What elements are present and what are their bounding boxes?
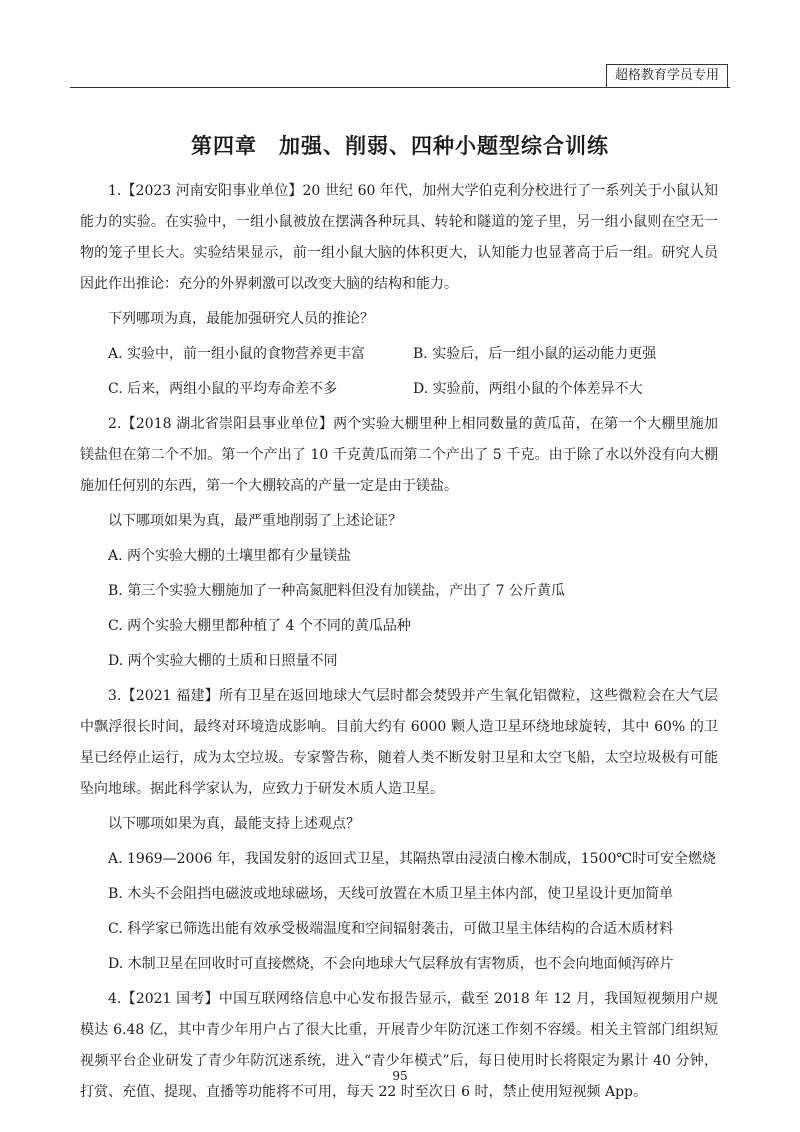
question-text: 2.【2018 湖北省崇阳县事业单位】两个实验大棚里种上相同数量的黄瓜苗，在第一个大棚里施加镁盐但在第二个不加。第一个产出了 10 千克黄瓜而第二个产出了 5 千克。由于除了水以外没有向大棚施加任何别的东西，第一个大棚较高的产量一定是由于镁盐。 (80, 416, 718, 494)
question-text: 4.【2021 国考】中国互联网络信息中心发布报告显示，截至 2018 年 12 月，我国短视频用户规模达 6.48 亿，其中青少年用户占了很大比重，开展青少年防沉迷工作刻不容缓。相关主管部门组织短视频平台企业研发了青少年防沉迷系统，进入“青少年模式”后，每日使用时长将限定为累计 40 分钟，打赏、充值、提现、直播等功能将不可用，每天 22 时至次日 6 时，禁止使用短视频 App。 (80, 991, 718, 1100)
option-row (80, 339, 718, 370)
question-text: 3.【2021 福建】所有卫星在返回地球大气层时都会焚毁并产生氧化铝微粒，这些微粒会在大气层中飘浮很长时间，最终对环境造成影响。目前大约有 6000 颗人造卫星环绕地球旋转，其中 60% 的卫星已经停止运行，成为太空垃圾。专家警告称，随着人类不断发射卫星和太空飞船，太空垃圾极有可能坠向地球。据此科学家认为，应致力于研发木质人造卫星。 (80, 688, 718, 797)
option-d: D. 实验前，两组小鼠的个体差异不大 (413, 381, 643, 397)
option-d: D. 木制卫星在回收时可直接燃烧，不会向地球大气层释放有害物质，也不会向地面倾泻碎片 (108, 956, 674, 972)
question-list (80, 172, 718, 1108)
header-divider (70, 87, 730, 88)
option-a: A. 两个实验大棚的土壤里都有少量镁盐 (108, 548, 352, 564)
question-stem: 以下哪项如果为真，最能支持上述观点？ (108, 816, 360, 832)
question-2 (80, 409, 718, 677)
page-number: 95 (392, 1069, 408, 1083)
option-d: D. 两个实验大棚的土质和日照量不同 (108, 653, 338, 669)
option-a: A. 1969—2006 年，我国发射的返回式卫星，其隔热罩由浸渍白橡木制成，1500℃时可安全燃烧 (108, 851, 717, 867)
question-1 (80, 176, 718, 405)
question-4 (80, 984, 718, 1108)
chapter-title: 第四章 加强、削弱、四种小题型综合训练 (191, 133, 609, 158)
option-c: C. 科学家已筛选出能有效承受极端温度和空间辐射袭击，可做卫星主体结构的合适木质材料 (108, 921, 674, 937)
option-row (80, 374, 718, 405)
option-b: B. 木头不会阻挡电磁波或地球磁场，天线可放置在木质卫星主体内部，使卫星设计更加简单 (108, 886, 674, 902)
question-stem: 下列哪项为真，最能加强研究人员的推论？ (108, 311, 374, 327)
option-c: C. 两个实验大棚里都种植了 4 个不同的黄瓜品种 (108, 618, 411, 634)
question-3 (80, 681, 718, 980)
stamp-label: 超格教育学员专用 (606, 64, 728, 88)
option-b: B. 实验后，后一组小鼠的运动能力更强 (413, 346, 657, 362)
option-b: B. 第三个实验大棚施加了一种高氮肥料但没有加镁盐，产出了 7 公斤黄瓜 (108, 583, 565, 599)
question-stem: 以下哪项如果为真，最严重地削弱了上述论证？ (108, 513, 402, 529)
option-a: A. 实验中，前一组小鼠的食物营养更丰富 (108, 346, 366, 362)
question-text: 1.【2023 河南安阳事业单位】20 世纪 60 年代，加州大学伯克利分校进行了一系列关于小鼠认知能力的实验。在实验中，一组小鼠被放在摆满各种玩具、转轮和隧道的笼子里，另一组小鼠则在空无一物的笼子里长大。实验结果显示，前一组小鼠大脑的体积更大，认知能力也显著高于后一组。研究人员因此作出推论：充分的外界刺激可以改变大脑的结构和能力。 (80, 183, 718, 292)
option-c: C. 后来，两组小鼠的平均寿命差不多 (108, 381, 338, 397)
